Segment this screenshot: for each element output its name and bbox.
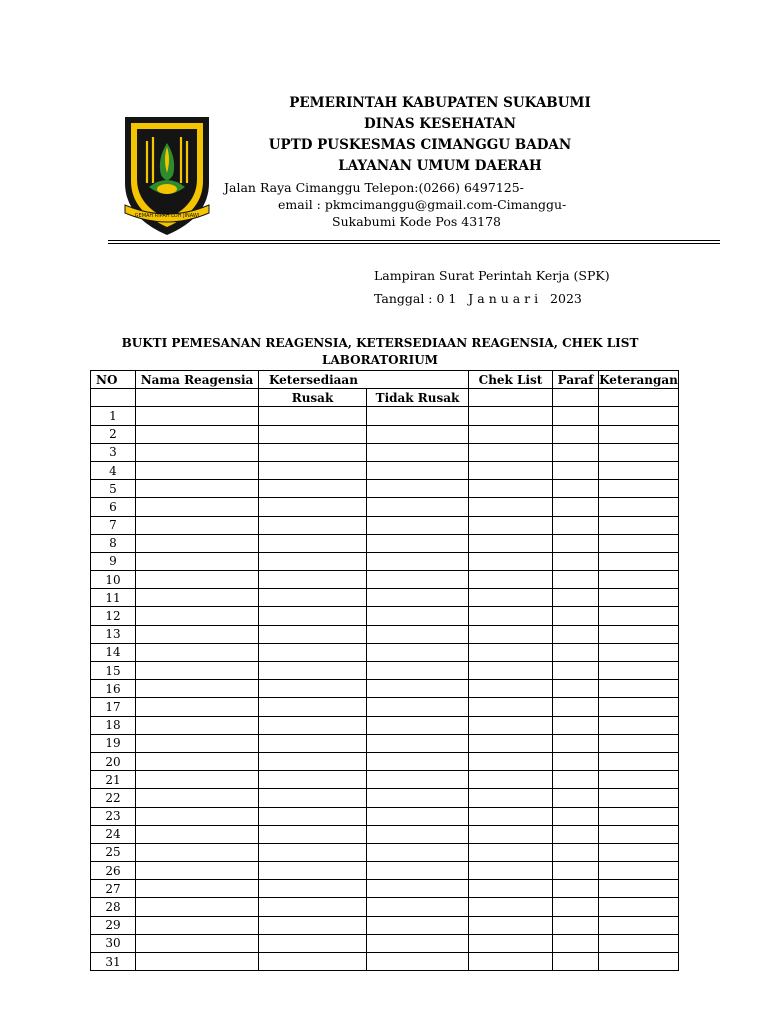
paraf-cell[interactable] xyxy=(553,807,599,825)
letterhead-rule-thin xyxy=(108,243,720,244)
tidak-rusak-cell[interactable] xyxy=(367,734,469,752)
tidak-rusak-cell[interactable] xyxy=(367,789,469,807)
table-row xyxy=(91,534,679,552)
rusak-cell[interactable] xyxy=(259,607,367,625)
chek-list-cell[interactable] xyxy=(469,698,553,716)
nama-reagensia-cell[interactable] xyxy=(136,607,259,625)
table-row xyxy=(91,898,679,916)
nama-reagensia-cell[interactable] xyxy=(136,425,259,443)
row-number-cell: 3 xyxy=(91,443,136,461)
row-number-cell: 15 xyxy=(91,662,136,680)
rusak-cell[interactable] xyxy=(259,625,367,643)
paraf-cell[interactable] xyxy=(553,880,599,898)
row-number-cell: 17 xyxy=(91,698,136,716)
keterangan-cell[interactable] xyxy=(599,953,679,971)
emblem-motto: GEMAH RIPAH LOH JINAWI xyxy=(134,213,200,219)
nama-reagensia-cell[interactable] xyxy=(136,934,259,952)
tidak-rusak-cell[interactable] xyxy=(367,516,469,534)
row-number-cell: 8 xyxy=(91,534,136,552)
table-row xyxy=(91,916,679,934)
nama-reagensia-cell[interactable] xyxy=(136,734,259,752)
keterangan-cell[interactable] xyxy=(599,752,679,770)
col-header-rusak: Rusak xyxy=(259,389,367,407)
col-header-no: NO xyxy=(91,371,136,389)
table-row xyxy=(91,698,679,716)
kabupaten-sukabumi-emblem xyxy=(121,113,213,239)
date-value: 0 1 J a n u a r i 2023 xyxy=(436,291,582,306)
table-row xyxy=(91,843,679,861)
col-header-ketersediaan: Ketersediaan xyxy=(259,371,469,389)
nama-reagensia-cell[interactable] xyxy=(136,880,259,898)
rusak-cell[interactable] xyxy=(259,425,367,443)
nama-reagensia-cell[interactable] xyxy=(136,662,259,680)
col-header-chek-list: Chek List xyxy=(469,371,553,389)
subheader-empty-cell xyxy=(469,389,553,407)
nama-reagensia-cell[interactable] xyxy=(136,625,259,643)
keterangan-cell[interactable] xyxy=(599,698,679,716)
rusak-cell[interactable] xyxy=(259,807,367,825)
tidak-rusak-cell[interactable] xyxy=(367,807,469,825)
chek-list-cell[interactable] xyxy=(469,934,553,952)
paraf-cell[interactable] xyxy=(553,552,599,570)
rusak-cell[interactable] xyxy=(259,843,367,861)
nama-reagensia-cell[interactable] xyxy=(136,825,259,843)
rusak-cell[interactable] xyxy=(259,771,367,789)
chek-list-cell[interactable] xyxy=(469,752,553,770)
chek-list-cell[interactable] xyxy=(469,898,553,916)
keterangan-cell[interactable] xyxy=(599,771,679,789)
rusak-cell[interactable] xyxy=(259,662,367,680)
rusak-cell[interactable] xyxy=(259,953,367,971)
paraf-cell[interactable] xyxy=(553,843,599,861)
tidak-rusak-cell[interactable] xyxy=(367,752,469,770)
table-row xyxy=(91,953,679,971)
table-subheader-row xyxy=(91,389,679,407)
chek-list-cell[interactable] xyxy=(469,443,553,461)
row-number-cell: 16 xyxy=(91,680,136,698)
tidak-rusak-cell[interactable] xyxy=(367,934,469,952)
paraf-cell[interactable] xyxy=(553,443,599,461)
rusak-cell[interactable] xyxy=(259,880,367,898)
rusak-cell[interactable] xyxy=(259,534,367,552)
paraf-cell[interactable] xyxy=(553,643,599,661)
keterangan-cell[interactable] xyxy=(599,571,679,589)
tidak-rusak-cell[interactable] xyxy=(367,898,469,916)
nama-reagensia-cell[interactable] xyxy=(136,752,259,770)
row-number-cell: 25 xyxy=(91,843,136,861)
rusak-cell[interactable] xyxy=(259,552,367,570)
table-row xyxy=(91,571,679,589)
table-row xyxy=(91,461,679,479)
table-row xyxy=(91,807,679,825)
tidak-rusak-cell[interactable] xyxy=(367,571,469,589)
row-number-cell: 13 xyxy=(91,625,136,643)
address-line-3: Sukabumi Kode Pos 43178 xyxy=(332,214,502,229)
chek-list-cell[interactable] xyxy=(469,843,553,861)
table-row xyxy=(91,607,679,625)
tidak-rusak-cell[interactable] xyxy=(367,771,469,789)
rusak-cell[interactable] xyxy=(259,680,367,698)
keterangan-cell[interactable] xyxy=(599,843,679,861)
rusak-cell[interactable] xyxy=(259,498,367,516)
table-row xyxy=(91,934,679,952)
nama-reagensia-cell[interactable] xyxy=(136,589,259,607)
header-blud: LAYANAN UMUM DAERAH xyxy=(338,158,542,174)
tidak-rusak-cell[interactable] xyxy=(367,953,469,971)
tidak-rusak-cell[interactable] xyxy=(367,480,469,498)
tidak-rusak-cell[interactable] xyxy=(367,643,469,661)
paraf-cell[interactable] xyxy=(553,934,599,952)
chek-list-cell[interactable] xyxy=(469,607,553,625)
paraf-cell[interactable] xyxy=(553,480,599,498)
rusak-cell[interactable] xyxy=(259,589,367,607)
row-number-cell: 26 xyxy=(91,862,136,880)
table-row xyxy=(91,589,679,607)
row-number-cell: 20 xyxy=(91,752,136,770)
table-row xyxy=(91,552,679,570)
nama-reagensia-cell[interactable] xyxy=(136,443,259,461)
table-header-row xyxy=(91,371,679,389)
rusak-cell[interactable] xyxy=(259,789,367,807)
subheader-empty-cell xyxy=(91,389,136,407)
nama-reagensia-cell[interactable] xyxy=(136,789,259,807)
table-row xyxy=(91,425,679,443)
table-row xyxy=(91,716,679,734)
chek-list-cell[interactable] xyxy=(469,953,553,971)
nama-reagensia-cell[interactable] xyxy=(136,898,259,916)
attachment-date xyxy=(374,291,582,306)
chek-list-cell[interactable] xyxy=(469,498,553,516)
keterangan-cell[interactable] xyxy=(599,480,679,498)
keterangan-cell[interactable] xyxy=(599,643,679,661)
keterangan-cell[interactable] xyxy=(599,716,679,734)
chek-list-cell[interactable] xyxy=(469,407,553,425)
chek-list-cell[interactable] xyxy=(469,716,553,734)
chek-list-cell[interactable] xyxy=(469,643,553,661)
paraf-cell[interactable] xyxy=(553,571,599,589)
rusak-cell[interactable] xyxy=(259,734,367,752)
chek-list-cell[interactable] xyxy=(469,880,553,898)
keterangan-cell[interactable] xyxy=(599,680,679,698)
table-row xyxy=(91,643,679,661)
tidak-rusak-cell[interactable] xyxy=(367,662,469,680)
rusak-cell[interactable] xyxy=(259,752,367,770)
row-number-cell: 21 xyxy=(91,771,136,789)
keterangan-cell[interactable] xyxy=(599,534,679,552)
row-number-cell: 19 xyxy=(91,734,136,752)
tidak-rusak-cell[interactable] xyxy=(367,825,469,843)
rusak-cell[interactable] xyxy=(259,516,367,534)
tidak-rusak-cell[interactable] xyxy=(367,443,469,461)
paraf-cell[interactable] xyxy=(553,789,599,807)
attachment-reference: Lampiran Surat Perintah Kerja (SPK) xyxy=(374,268,610,283)
keterangan-cell[interactable] xyxy=(599,789,679,807)
rusak-cell[interactable] xyxy=(259,825,367,843)
chek-list-cell[interactable] xyxy=(469,425,553,443)
keterangan-cell[interactable] xyxy=(599,498,679,516)
col-header-keterangan: Keterangan xyxy=(599,371,679,389)
rusak-cell[interactable] xyxy=(259,443,367,461)
keterangan-cell[interactable] xyxy=(599,425,679,443)
row-number-cell: 5 xyxy=(91,480,136,498)
subheader-empty-cell xyxy=(599,389,679,407)
address-line-1: Jalan Raya Cimanggu Telepon:(0266) 6497125- xyxy=(224,180,524,195)
nama-reagensia-cell[interactable] xyxy=(136,862,259,880)
nama-reagensia-cell[interactable] xyxy=(136,571,259,589)
tidak-rusak-cell[interactable] xyxy=(367,425,469,443)
row-number-cell: 23 xyxy=(91,807,136,825)
rusak-cell[interactable] xyxy=(259,461,367,479)
document-title-line-1: BUKTI PEMESANAN REAGENSIA, KETERSEDIAAN REAGENSIA, CHEK LIST xyxy=(121,336,639,350)
chek-list-cell[interactable] xyxy=(469,516,553,534)
header-government: PEMERINTAH KABUPATEN SUKABUMI xyxy=(289,95,591,111)
table-row xyxy=(91,407,679,425)
rusak-cell[interactable] xyxy=(259,934,367,952)
col-header-paraf: Paraf xyxy=(553,371,599,389)
keterangan-cell[interactable] xyxy=(599,516,679,534)
chek-list-cell[interactable] xyxy=(469,552,553,570)
paraf-cell[interactable] xyxy=(553,862,599,880)
chek-list-cell[interactable] xyxy=(469,625,553,643)
keterangan-cell[interactable] xyxy=(599,461,679,479)
tidak-rusak-cell[interactable] xyxy=(367,843,469,861)
row-number-cell: 4 xyxy=(91,461,136,479)
rusak-cell[interactable] xyxy=(259,480,367,498)
date-label: Tanggal : xyxy=(374,291,433,306)
tidak-rusak-cell[interactable] xyxy=(367,916,469,934)
chek-list-cell[interactable] xyxy=(469,461,553,479)
row-number-cell: 12 xyxy=(91,607,136,625)
tidak-rusak-cell[interactable] xyxy=(367,862,469,880)
chek-list-cell[interactable] xyxy=(469,862,553,880)
table-row xyxy=(91,680,679,698)
paraf-cell[interactable] xyxy=(553,425,599,443)
nama-reagensia-cell[interactable] xyxy=(136,480,259,498)
rusak-cell[interactable] xyxy=(259,698,367,716)
chek-list-cell[interactable] xyxy=(469,534,553,552)
nama-reagensia-cell[interactable] xyxy=(136,407,259,425)
tidak-rusak-cell[interactable] xyxy=(367,552,469,570)
keterangan-cell[interactable] xyxy=(599,916,679,934)
table-row xyxy=(91,880,679,898)
rusak-cell[interactable] xyxy=(259,571,367,589)
keterangan-cell[interactable] xyxy=(599,734,679,752)
keterangan-cell[interactable] xyxy=(599,934,679,952)
row-number-cell: 22 xyxy=(91,789,136,807)
table-row xyxy=(91,771,679,789)
keterangan-cell[interactable] xyxy=(599,552,679,570)
keterangan-cell[interactable] xyxy=(599,607,679,625)
keterangan-cell[interactable] xyxy=(599,662,679,680)
paraf-cell[interactable] xyxy=(553,825,599,843)
keterangan-cell[interactable] xyxy=(599,880,679,898)
paraf-cell[interactable] xyxy=(553,716,599,734)
paraf-cell[interactable] xyxy=(553,752,599,770)
chek-list-cell[interactable] xyxy=(469,825,553,843)
table-row xyxy=(91,516,679,534)
row-number-cell: 27 xyxy=(91,880,136,898)
rusak-cell[interactable] xyxy=(259,643,367,661)
subheader-empty-cell xyxy=(136,389,259,407)
keterangan-cell[interactable] xyxy=(599,589,679,607)
row-number-cell: 18 xyxy=(91,716,136,734)
row-number-cell: 28 xyxy=(91,898,136,916)
keterangan-cell[interactable] xyxy=(599,625,679,643)
chek-list-cell[interactable] xyxy=(469,916,553,934)
tidak-rusak-cell[interactable] xyxy=(367,625,469,643)
paraf-cell[interactable] xyxy=(553,534,599,552)
keterangan-cell[interactable] xyxy=(599,898,679,916)
row-number-cell: 10 xyxy=(91,571,136,589)
row-number-cell: 6 xyxy=(91,498,136,516)
row-number-cell: 31 xyxy=(91,953,136,971)
col-header-nama-reagensia: Nama Reagensia xyxy=(136,371,259,389)
table-row xyxy=(91,443,679,461)
nama-reagensia-cell[interactable] xyxy=(136,534,259,552)
chek-list-cell[interactable] xyxy=(469,589,553,607)
tidak-rusak-cell[interactable] xyxy=(367,498,469,516)
address-line-2: email : pkmcimanggu@gmail.com-Cimanggu- xyxy=(278,197,567,212)
paraf-cell[interactable] xyxy=(553,407,599,425)
paraf-cell[interactable] xyxy=(553,734,599,752)
paraf-cell[interactable] xyxy=(553,607,599,625)
paraf-cell[interactable] xyxy=(553,953,599,971)
rusak-cell[interactable] xyxy=(259,862,367,880)
paraf-cell[interactable] xyxy=(553,461,599,479)
header-department: DINAS KESEHATAN xyxy=(364,116,516,132)
tidak-rusak-cell[interactable] xyxy=(367,589,469,607)
keterangan-cell[interactable] xyxy=(599,825,679,843)
nama-reagensia-cell[interactable] xyxy=(136,916,259,934)
chek-list-cell[interactable] xyxy=(469,771,553,789)
paraf-cell[interactable] xyxy=(553,625,599,643)
tidak-rusak-cell[interactable] xyxy=(367,716,469,734)
table-row xyxy=(91,662,679,680)
paraf-cell[interactable] xyxy=(553,498,599,516)
nama-reagensia-cell[interactable] xyxy=(136,552,259,570)
tidak-rusak-cell[interactable] xyxy=(367,534,469,552)
paraf-cell[interactable] xyxy=(553,698,599,716)
tidak-rusak-cell[interactable] xyxy=(367,607,469,625)
keterangan-cell[interactable] xyxy=(599,407,679,425)
col-header-tidak-rusak: Tidak Rusak xyxy=(367,389,469,407)
paraf-cell[interactable] xyxy=(553,680,599,698)
nama-reagensia-cell[interactable] xyxy=(136,461,259,479)
tidak-rusak-cell[interactable] xyxy=(367,880,469,898)
table-row xyxy=(91,752,679,770)
paraf-cell[interactable] xyxy=(553,662,599,680)
table-row xyxy=(91,498,679,516)
row-number-cell: 30 xyxy=(91,934,136,952)
row-number-cell: 7 xyxy=(91,516,136,534)
paraf-cell[interactable] xyxy=(553,589,599,607)
row-number-cell: 2 xyxy=(91,425,136,443)
nama-reagensia-cell[interactable] xyxy=(136,771,259,789)
table-row xyxy=(91,789,679,807)
keterangan-cell[interactable] xyxy=(599,443,679,461)
table-row xyxy=(91,825,679,843)
table-row xyxy=(91,480,679,498)
nama-reagensia-cell[interactable] xyxy=(136,716,259,734)
header-puskesmas: UPTD PUSKESMAS CIMANGGU BADAN xyxy=(268,137,572,153)
row-number-cell: 29 xyxy=(91,916,136,934)
reagent-checklist-table xyxy=(90,370,679,971)
chek-list-cell[interactable] xyxy=(469,662,553,680)
tidak-rusak-cell[interactable] xyxy=(367,680,469,698)
nama-reagensia-cell[interactable] xyxy=(136,698,259,716)
row-number-cell: 9 xyxy=(91,552,136,570)
tidak-rusak-cell[interactable] xyxy=(367,407,469,425)
chek-list-cell[interactable] xyxy=(469,571,553,589)
row-number-cell: 14 xyxy=(91,643,136,661)
letterhead-rule-thick xyxy=(108,240,720,241)
rusak-cell[interactable] xyxy=(259,407,367,425)
table-row xyxy=(91,862,679,880)
row-number-cell: 1 xyxy=(91,407,136,425)
rusak-cell[interactable] xyxy=(259,916,367,934)
chek-list-cell[interactable] xyxy=(469,680,553,698)
chek-list-cell[interactable] xyxy=(469,807,553,825)
nama-reagensia-cell[interactable] xyxy=(136,643,259,661)
chek-list-cell[interactable] xyxy=(469,789,553,807)
tidak-rusak-cell[interactable] xyxy=(367,461,469,479)
table-row xyxy=(91,734,679,752)
paraf-cell[interactable] xyxy=(553,516,599,534)
nama-reagensia-cell[interactable] xyxy=(136,516,259,534)
row-number-cell: 24 xyxy=(91,825,136,843)
nama-reagensia-cell[interactable] xyxy=(136,498,259,516)
paraf-cell[interactable] xyxy=(553,771,599,789)
tidak-rusak-cell[interactable] xyxy=(367,698,469,716)
rusak-cell[interactable] xyxy=(259,716,367,734)
document-title-line-2: LABORATORIUM xyxy=(322,353,438,367)
chek-list-cell[interactable] xyxy=(469,734,553,752)
table-row xyxy=(91,625,679,643)
paraf-cell[interactable] xyxy=(553,898,599,916)
paraf-cell[interactable] xyxy=(553,916,599,934)
rusak-cell[interactable] xyxy=(259,898,367,916)
nama-reagensia-cell[interactable] xyxy=(136,807,259,825)
nama-reagensia-cell[interactable] xyxy=(136,843,259,861)
subheader-empty-cell xyxy=(553,389,599,407)
keterangan-cell[interactable] xyxy=(599,807,679,825)
nama-reagensia-cell[interactable] xyxy=(136,953,259,971)
chek-list-cell[interactable] xyxy=(469,480,553,498)
row-number-cell: 11 xyxy=(91,589,136,607)
nama-reagensia-cell[interactable] xyxy=(136,680,259,698)
keterangan-cell[interactable] xyxy=(599,862,679,880)
